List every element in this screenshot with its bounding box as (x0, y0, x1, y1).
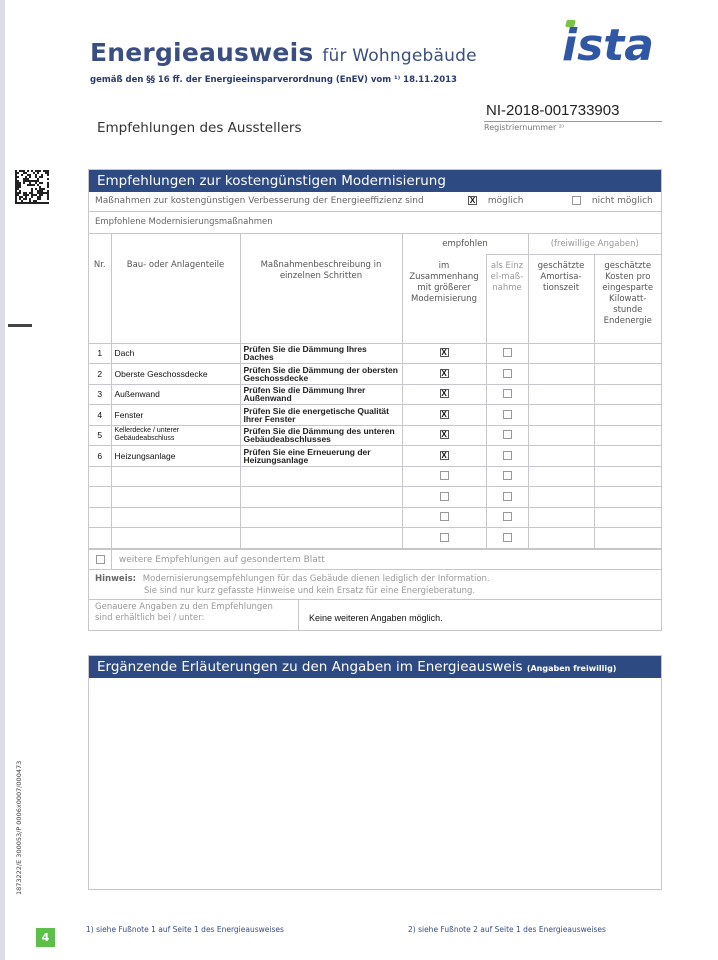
row-part (111, 487, 240, 508)
table-row (89, 405, 661, 426)
row-amortization (528, 343, 594, 364)
in-context-checkbox[interactable]: X (441, 430, 447, 440)
in-context-checkbox[interactable]: X (441, 348, 447, 358)
row-single-cell (486, 446, 528, 467)
row-nr (89, 466, 111, 487)
note-label: Hinweis: (95, 573, 137, 584)
single-measure-checkbox[interactable] (503, 471, 512, 480)
fold-mark (8, 324, 32, 327)
row-in-context-cell (402, 507, 486, 528)
recommendations-section-title: Empfehlungen zur kostengünstigen Modernisierung (89, 170, 661, 192)
row-nr: 2 (89, 364, 111, 385)
page-number-badge: 4 (36, 928, 55, 947)
row-in-context-cell (402, 487, 486, 508)
column-group-voluntary: (freiwillige Angaben) (528, 234, 661, 255)
row-single-cell (486, 343, 528, 364)
column-header-cost: geschätzte Kosten pro eingesparte Kilowatt-stunde Endenergie (594, 255, 661, 344)
row-cost (594, 425, 661, 446)
row-nr: 4 (89, 405, 111, 426)
details-value: Keine weiteren Angaben möglich. (309, 612, 443, 623)
row-nr (89, 507, 111, 528)
table-row (89, 384, 661, 405)
supplementary-title-text: Ergänzende Erläuterungen zu den Angaben im Energieausweis (97, 659, 523, 675)
row-in-context-cell (402, 528, 486, 549)
single-measure-checkbox[interactable] (503, 512, 512, 521)
row-part (111, 507, 240, 528)
single-measure-checkbox[interactable] (503, 348, 512, 357)
row-cost (594, 487, 661, 508)
row-amortization (528, 528, 594, 549)
row-in-context-cell (402, 446, 486, 467)
in-context-checkbox[interactable] (440, 533, 449, 542)
row-description (240, 466, 402, 487)
scan-edge (0, 0, 5, 960)
row-part: Kellerdecke / unterer Gebäudeabschluss (111, 425, 240, 446)
row-amortization (528, 364, 594, 385)
row-part (111, 466, 240, 487)
row-description (240, 507, 402, 528)
table-row (89, 528, 661, 549)
table-row (89, 343, 661, 364)
row-part: Heizungsanlage (111, 446, 240, 467)
in-context-checkbox[interactable]: X (441, 368, 447, 378)
row-single-cell (486, 487, 528, 508)
not-possible-label: nicht möglich (591, 196, 653, 206)
row-single-cell (486, 466, 528, 487)
row-amortization (528, 466, 594, 487)
recommendations-section (88, 169, 662, 631)
row-part: Fenster (111, 405, 240, 426)
row-cost (594, 446, 661, 467)
single-measure-checkbox[interactable] (503, 389, 512, 398)
table-row (89, 466, 661, 487)
row-in-context-cell (402, 384, 486, 405)
measures-possible-row (89, 192, 661, 212)
in-context-checkbox[interactable]: X (441, 450, 447, 460)
recommended-measures-label: Empfohlene Modernisierungsmaßnahmen (95, 217, 273, 227)
row-nr: 5 (89, 425, 111, 446)
logo-text: ista (562, 20, 654, 66)
table-row (89, 425, 661, 446)
details-label: Genauere Angaben zu den Empfehlungen sind erhältlich bei / unter: (89, 600, 299, 630)
row-cost (594, 384, 661, 405)
page-heading: Empfehlungen des Ausstellers (97, 120, 302, 136)
row-part: Außenwand (111, 384, 240, 405)
row-in-context-cell (402, 343, 486, 364)
possible-checkbox[interactable]: X (469, 196, 476, 205)
row-single-cell (486, 425, 528, 446)
row-description: Prüfen Sie die Dämmung Ihrer Außenwand (240, 384, 402, 405)
column-header-amortization: geschätzte Amortisa-tionszeit (528, 255, 594, 344)
row-amortization (528, 446, 594, 467)
note-line-1: Modernisierungsempfehlungen für das Gebäude dienen lediglich der Information. (142, 573, 490, 584)
table-row (89, 446, 661, 467)
note-line-2: Sie sind nur kurz gefasste Hinweise und kein Ersatz für eine Energieberatung. (144, 585, 476, 596)
single-measure-checkbox[interactable] (503, 492, 512, 501)
row-part (111, 528, 240, 549)
single-measure-checkbox[interactable] (503, 410, 512, 419)
row-single-cell (486, 528, 528, 549)
details-row (89, 600, 661, 630)
possible-label: möglich (487, 196, 524, 206)
single-measure-checkbox[interactable] (503, 369, 512, 378)
row-amortization (528, 507, 594, 528)
row-amortization (528, 405, 594, 426)
row-in-context-cell (402, 405, 486, 426)
title-main: Energieausweis (90, 38, 314, 67)
measures-question: Maßnahmen zur kostengünstigen Verbesserung der Energieeffizienz sind (95, 196, 424, 206)
row-cost (594, 528, 661, 549)
not-possible-checkbox[interactable] (572, 196, 581, 205)
row-single-cell (486, 384, 528, 405)
row-amortization (528, 425, 594, 446)
row-description: Prüfen Sie die Dämmung des unteren Gebäudeabschlusses (240, 425, 402, 446)
row-description: Prüfen Sie eine Erneuerung der Heizungsanlage (240, 446, 402, 467)
row-single-cell (486, 507, 528, 528)
document-title (90, 38, 477, 67)
supplementary-section (88, 655, 662, 890)
column-header-in-context: im Zusammenhang mit größerer Modernisierung (402, 255, 486, 344)
row-cost (594, 405, 661, 426)
supplementary-section-title (89, 656, 661, 678)
row-single-cell (486, 405, 528, 426)
row-single-cell (486, 364, 528, 385)
in-context-checkbox[interactable] (440, 492, 449, 501)
column-header-part: Bau- oder Anlagenteile (111, 234, 240, 344)
column-group-recommended: empfohlen (402, 234, 528, 255)
row-cost (594, 343, 661, 364)
column-header-nr: Nr. (89, 234, 111, 344)
further-recommendations-label: weitere Empfehlungen auf gesondertem Blatt (118, 554, 325, 565)
row-nr (89, 528, 111, 549)
row-amortization (528, 487, 594, 508)
row-nr: 6 (89, 446, 111, 467)
row-part: Oberste Geschossdecke (111, 364, 240, 385)
row-description (240, 487, 402, 508)
table-row (89, 364, 661, 385)
row-in-context-cell (402, 364, 486, 385)
table-row (89, 487, 661, 508)
row-in-context-cell (402, 425, 486, 446)
registration-number: NI-2018-001733903 (484, 102, 662, 122)
ista-logo (560, 14, 670, 66)
further-recommendations-checkbox[interactable] (96, 555, 105, 564)
row-cost (594, 466, 661, 487)
single-measure-checkbox[interactable] (503, 533, 512, 542)
row-description: Prüfen Sie die Dämmung Ihres Daches (240, 343, 402, 364)
supplementary-title-note: (Angaben freiwillig) (526, 664, 617, 673)
title-sub: für Wohngebäude (322, 46, 477, 66)
row-cost (594, 507, 661, 528)
row-cost (594, 364, 661, 385)
further-recommendations-row (89, 549, 661, 570)
in-context-checkbox[interactable] (440, 512, 449, 521)
in-context-checkbox[interactable]: X (441, 389, 447, 399)
single-measure-checkbox[interactable] (503, 451, 512, 460)
column-header-description: Maßnahmenbeschreibung in einzelnen Schritten (240, 234, 402, 344)
document-subtitle: gemäß den §§ 16 ff. der Energieeinsparverordnung (EnEV) vom ¹⁾ 18.11.2013 (90, 75, 457, 85)
datamatrix-code (15, 170, 49, 204)
single-measure-checkbox[interactable] (503, 430, 512, 439)
row-nr (89, 487, 111, 508)
registration-label: Registriernummer ²⁾ (484, 123, 564, 132)
footnote-1: 1) siehe Fußnote 1 auf Seite 1 des Energieausweises (86, 925, 284, 934)
row-description: Prüfen Sie die Dämmung der obersten Geschossdecke (240, 364, 402, 385)
in-context-checkbox[interactable] (440, 471, 449, 480)
row-in-context-cell (402, 466, 486, 487)
in-context-checkbox[interactable]: X (441, 409, 447, 419)
row-amortization (528, 384, 594, 405)
table-row (89, 507, 661, 528)
side-code: 1873222/E 300053/P 0006x0007/000473 (15, 760, 23, 895)
recommendations-table (89, 233, 661, 549)
note-row (89, 570, 661, 600)
row-nr: 3 (89, 384, 111, 405)
supplementary-content[interactable] (89, 678, 661, 889)
row-part: Dach (111, 343, 240, 364)
row-nr: 1 (89, 343, 111, 364)
row-description: Prüfen Sie die energetische Qualität Ihrer Fenster (240, 405, 402, 426)
column-header-single: als Einzel-maß-nahme (486, 255, 528, 344)
row-description (240, 528, 402, 549)
footnote-2: 2) siehe Fußnote 2 auf Seite 1 des Energieausweises (408, 925, 606, 934)
